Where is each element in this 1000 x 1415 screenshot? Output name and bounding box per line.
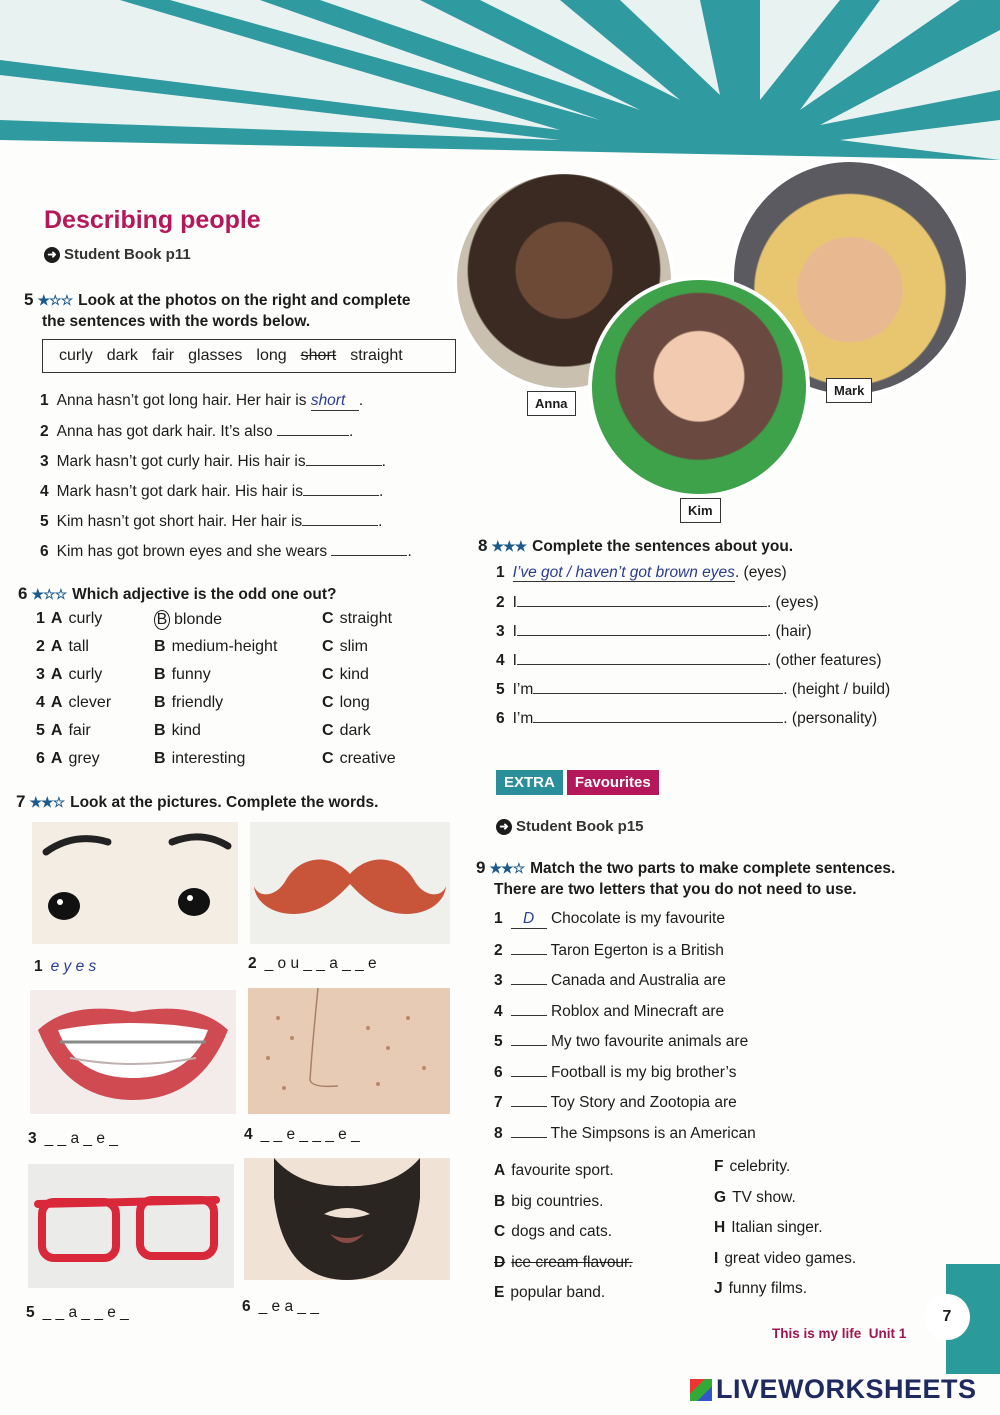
match-field[interactable] (511, 1032, 547, 1046)
answer-field[interactable] (517, 651, 767, 665)
ex5-item: 2 Anna has got dark hair. It’s also . (40, 423, 354, 440)
ending-option: F celebrity. (714, 1158, 791, 1175)
ending-option-used: D ice cream flavour. (494, 1253, 633, 1271)
liveworksheets-watermark: LIVEWORKSHEETS (690, 1374, 977, 1405)
option-a[interactable]: curly (68, 666, 103, 683)
difficulty-stars-icon: ★☆☆ (31, 586, 67, 602)
ex5-item: 3 Mark hasn’t got curly hair. His hair is . (40, 453, 386, 470)
arrow-right-icon: ➜ (496, 819, 512, 835)
page-number: 7 (924, 1294, 970, 1340)
glasses-picture (28, 1164, 234, 1288)
ex7-item-3: 3 _ _ a _ e _ (28, 1130, 118, 1147)
option-b[interactable]: medium-height (171, 638, 278, 655)
difficulty-stars-icon: ★☆☆ (37, 292, 73, 308)
eyes-picture (32, 822, 238, 944)
ex9-item: 5 My two favourite animals are (494, 1033, 749, 1050)
ex8-item: 6 I’m . (personality) (496, 710, 878, 727)
option-c[interactable]: long (339, 694, 370, 711)
liveworksheets-logo-icon (690, 1379, 712, 1401)
difficulty-stars-icon: ★★☆ (489, 860, 525, 876)
ex7-item-5: 5 _ _ a _ _ e _ (26, 1304, 129, 1321)
word-field[interactable]: _ e a _ _ (258, 1298, 319, 1315)
beard-picture (244, 1158, 450, 1280)
ex6-row: 5 A fair B kind C dark (36, 722, 371, 739)
word-bank: curly dark fair glasses long short straight (42, 339, 456, 373)
word-field[interactable]: e y e s (50, 958, 97, 975)
ending-option: H Italian singer. (714, 1219, 823, 1236)
option-a[interactable]: grey (68, 750, 100, 767)
answer-field[interactable] (517, 593, 767, 607)
ex8-item: 4 I . (other features) (496, 652, 882, 669)
answer-field[interactable] (277, 422, 349, 436)
answer-field[interactable] (303, 482, 379, 496)
answer-field[interactable] (533, 680, 783, 694)
ending-option: B big countries. (494, 1192, 604, 1210)
option-b[interactable]: kind (171, 722, 201, 739)
ex8-instruction: 8 ★★★ Complete the sentences about you. (478, 536, 794, 555)
option-c[interactable]: straight (339, 610, 393, 627)
ex7-item-1: 1 e y e s (34, 958, 97, 975)
answer-field[interactable]: short (311, 392, 359, 411)
ex7-instruction: 7 ★★☆ Look at the pictures. Complete the words. (16, 792, 379, 811)
option-b[interactable]: funny (171, 666, 211, 683)
ex8-item: 3 I . (hair) (496, 623, 812, 640)
ex9-item: 3 Canada and Australia are (494, 972, 726, 989)
ex9-instruction: 9 ★★☆ Match the two parts to make complete sentences. There are two letters that you do not need to use. (476, 858, 896, 898)
option-b[interactable]: interesting (171, 750, 246, 767)
option-c[interactable]: creative (339, 750, 396, 767)
match-field[interactable] (511, 941, 547, 955)
ex5-item: 6 Kim has got brown eyes and she wears . (40, 543, 412, 560)
ex9-endings-left (494, 1162, 633, 1315)
freckles-picture (248, 988, 450, 1114)
option-a[interactable]: curly (68, 610, 103, 627)
ending-option: E popular band. (494, 1284, 606, 1301)
answer-field[interactable] (331, 542, 407, 556)
word-field[interactable]: _ _ a _ _ e _ (42, 1304, 129, 1321)
student-book-ref-2: ➜ Student Book p15 (496, 818, 644, 835)
label-anna: Anna (527, 391, 576, 416)
ex7-item-6: 6 _ e a _ _ (242, 1298, 319, 1315)
ex9-item: 1 D Chocolate is my favourite (494, 910, 725, 927)
ex9-endings-right (714, 1158, 856, 1311)
ex5-items (40, 392, 412, 572)
section-title: Describing people (44, 206, 261, 234)
ex5-instruction: 5 ★☆☆ Look at the photos on the right and complete the sentences with the words below. (24, 290, 411, 330)
ex6-row: 2 A tall B medium-height C slim (36, 638, 368, 655)
ex5-item: 4 Mark hasn’t got dark hair. His hair is . (40, 483, 384, 500)
ex9-item: 7 Toy Story and Zootopia are (494, 1094, 737, 1111)
option-b[interactable]: friendly (171, 694, 224, 711)
ex6-row: 1 A curly B blonde C straight (36, 610, 393, 628)
answer-field[interactable] (302, 512, 378, 526)
match-field[interactable] (511, 1063, 547, 1077)
student-book-ref: ➜ Student Book p11 (44, 246, 191, 263)
ex9-items (494, 910, 756, 1154)
answer-field[interactable]: I’ve got / haven’t got brown eyes (512, 564, 735, 581)
ex6-row: 4 A clever B friendly C long (36, 694, 370, 711)
option-a[interactable]: tall (68, 638, 89, 655)
ex6-instruction: 6 ★☆☆ Which adjective is the odd one out? (18, 584, 337, 603)
ending-option: J funny films. (714, 1280, 808, 1297)
ex6-row: 3 A curly B funny C kind (36, 666, 369, 683)
unit-footer: This is my life Unit 1 (772, 1326, 907, 1341)
option-b[interactable]: blonde (174, 611, 223, 628)
answer-field[interactable] (517, 622, 767, 636)
ex6-options (36, 610, 396, 778)
label-mark: Mark (826, 378, 872, 403)
ex9-item: 8 The Simpsons is an American (494, 1124, 756, 1142)
match-field[interactable] (511, 1124, 547, 1138)
arrow-right-icon: ➜ (44, 247, 60, 263)
ending-option: A favourite sport. (494, 1162, 614, 1179)
ex8-items (496, 564, 890, 738)
ex9-item: 2 Taron Egerton is a British (494, 941, 724, 959)
word-field[interactable]: _ _ a _ e _ (44, 1130, 118, 1147)
ending-option: G TV show. (714, 1188, 796, 1206)
moustache-picture (250, 822, 450, 944)
ex8-item: 1 I’ve got / haven’t got brown eyes. (eyes) (496, 564, 787, 581)
ex5-item: 1 Anna hasn’t got long hair. Her hair is short . (40, 392, 364, 409)
option-c[interactable]: slim (339, 638, 368, 655)
ending-option: C dogs and cats. (494, 1223, 613, 1240)
photo-kim (588, 276, 810, 498)
match-field[interactable] (511, 971, 547, 985)
ex5-item: 5 Kim hasn’t got short hair. Her hair is . (40, 513, 383, 530)
answer-field[interactable] (306, 452, 382, 466)
match-field[interactable] (511, 1002, 547, 1016)
option-a[interactable]: fair (68, 722, 91, 739)
ex9-item: 4 Roblox and Minecraft are (494, 1002, 725, 1020)
ending-option: I great video games. (714, 1249, 857, 1267)
difficulty-stars-icon: ★★☆ (29, 794, 65, 810)
extra-banner: EXTRA Favourites (496, 770, 659, 795)
word-field[interactable]: _ _ e _ _ _ e _ (260, 1126, 360, 1143)
braces-teeth-picture (30, 990, 236, 1114)
ex8-item: 2 I . (eyes) (496, 594, 819, 611)
ex9-item: 6 Football is my big brother’s (494, 1063, 737, 1081)
ex7-item-4: 4 _ _ e _ _ _ e _ (244, 1126, 360, 1143)
option-a[interactable]: clever (68, 694, 112, 711)
ex7-item-2: 2 _ o u _ _ a _ _ e (248, 955, 377, 972)
circled-answer-b[interactable]: B (154, 610, 170, 630)
label-kim: Kim (680, 498, 721, 523)
ex8-item: 5 I’m . (height / build) (496, 681, 891, 698)
match-field[interactable] (511, 1093, 547, 1107)
option-c[interactable]: dark (339, 722, 371, 739)
answer-field[interactable] (533, 709, 783, 723)
option-c[interactable]: kind (339, 666, 369, 683)
match-field[interactable]: D (511, 910, 547, 929)
ex6-row: 6 A grey B interesting C creative (36, 750, 396, 767)
word-field[interactable]: _ o u _ _ a _ _ e (264, 955, 377, 972)
difficulty-stars-icon: ★★★ (491, 538, 527, 554)
